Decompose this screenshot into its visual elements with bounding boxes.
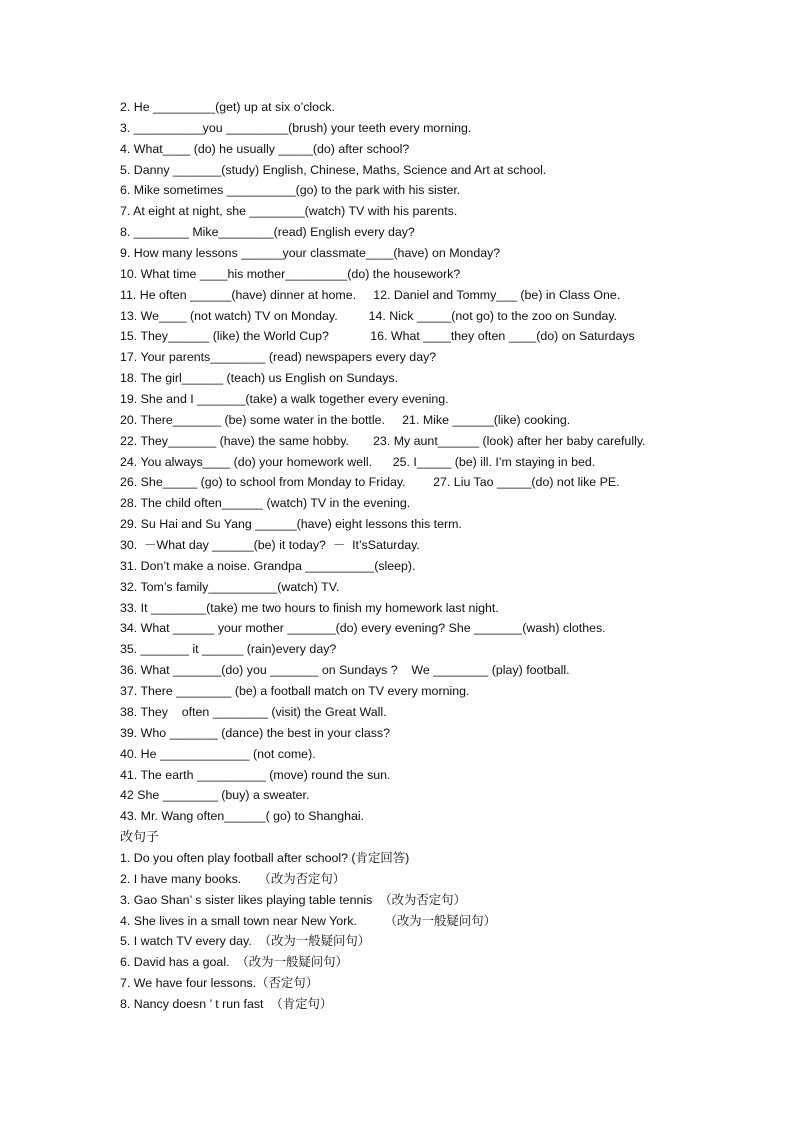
- exercise-line: 8. ________ Mike________(read) English every day?: [120, 225, 415, 240]
- exercise-line: 9. How many lessons ______your classmate____(have) on Monday?: [120, 246, 501, 261]
- exercise-line: 42 She ________ (buy) a sweater.: [120, 788, 310, 803]
- rewrite-line: 1. Do you often play football after school? (肯定回答): [120, 850, 410, 865]
- exercise-line: 32. Tom’s family__________(watch) TV.: [120, 579, 340, 594]
- exercise-line: 26. She_____ (go) to school from Monday to Friday. 27. Liu Tao _____(do) not like PE.: [120, 475, 620, 490]
- rewrite-line: 2. I have many books. （改为否定句）: [120, 871, 346, 886]
- exercise-line: 39. Who _______ (dance) the best in your class?: [120, 725, 391, 740]
- exercise-line: 40. He _____________ (not come).: [120, 746, 316, 761]
- exercise-line: 41. The earth __________ (move) round the sun.: [120, 767, 391, 782]
- exercise-line: 31. Don’t make a noise. Grandpa __________(sleep).: [120, 558, 416, 573]
- exercise-line: 35. _______ it ______ (rain)every day?: [120, 642, 337, 657]
- section-heading: 改句子: [120, 829, 160, 845]
- exercise-line: 37. There ________ (be) a football match on TV every morning.: [120, 684, 470, 699]
- exercise-line: 5. Danny _______(study) English, Chinese, Maths, Science and Art at school.: [120, 162, 547, 177]
- rewrite-line: 7. We have four lessons.（否定句）: [120, 976, 319, 991]
- exercise-line: 19. She and I _______(take) a walk together every evening.: [120, 392, 449, 407]
- exercise-line: 6. Mike sometimes __________(go) to the park with his sister.: [120, 183, 461, 198]
- exercise-line: 38. They often ________ (visit) the Great Wall.: [120, 704, 387, 719]
- exercise-line: 28. The child often______ (watch) TV in the evening.: [120, 496, 411, 511]
- exercise-line: 43. Mr. Wang often______( go) to Shanghai.: [120, 809, 365, 824]
- exercise-line: 36. What _______(do) you _______ on Sundays ? We ________ (play) football.: [120, 663, 570, 678]
- rewrite-line: 6. David has a goal. （改为一般疑问句）: [120, 955, 348, 970]
- exercise-line: 10. What time ____his mother_________(do) the housework?: [120, 266, 461, 281]
- exercise-line: 4. What____ (do) he usually _____(do) after school?: [120, 141, 410, 156]
- exercise-line: 3. __________you _________(brush) your teeth every morning.: [120, 120, 472, 135]
- exercise-line: 24. You always____ (do) your homework well. 25. I_____ (be) ill. I’m staying in bed.: [120, 454, 596, 469]
- worksheet-lines: [120, 97, 760, 1015]
- rewrite-line: 4. She lives in a small town near New York. （改为一般疑问句）: [120, 913, 496, 928]
- exercise-line: 13. We____ (not watch) TV on Monday. 14. Nick _____(not go) to the zoo on Sunday.: [120, 308, 618, 323]
- rewrite-line: 3. Gao Shan’ s sister likes playing table tennis （改为否定句）: [120, 892, 466, 907]
- exercise-line: 15. They______ (like) the World Cup? 16. What ____they often ____(do) on Saturdays: [120, 329, 635, 344]
- rewrite-line: 5. I watch TV every day. （改为一般疑问句）: [120, 934, 371, 949]
- exercise-line: 2. He _________(get) up at six o’clock.: [120, 100, 335, 114]
- exercise-line: 30. －What day ______(be) it today? － It’sSaturday.: [120, 538, 420, 553]
- exercise-line: 22. They_______ (have) the same hobby. 23. My aunt______ (look) after her baby carefully.: [120, 433, 646, 448]
- exercise-line: 11. He often ______(have) dinner at home. 12. Daniel and Tommy___ (be) in Class One.: [120, 287, 621, 302]
- exercise-line: 33. It ________(take) me two hours to finish my homework last night.: [120, 600, 499, 615]
- rewrite-line: 8. Nancy doesn ’ t run fast （肯定句）: [120, 996, 333, 1011]
- exercise-line: 29. Su Hai and Su Yang ______(have) eight lessons this term.: [120, 517, 462, 532]
- exercise-line: 20. There_______ (be) some water in the bottle. 21. Mike ______(like) cooking.: [120, 412, 571, 427]
- exercise-line: 18. The girl______ (teach) us English on Sundays.: [120, 371, 399, 386]
- exercise-line: 34. What ______ your mother _______(do) every evening? She _______(wash) clothes.: [120, 621, 606, 636]
- exercise-line: 7. At eight at night, she ________(watch) TV with his parents.: [120, 204, 458, 219]
- exercise-line: 17. Your parents________ (read) newspapers every day?: [120, 350, 437, 365]
